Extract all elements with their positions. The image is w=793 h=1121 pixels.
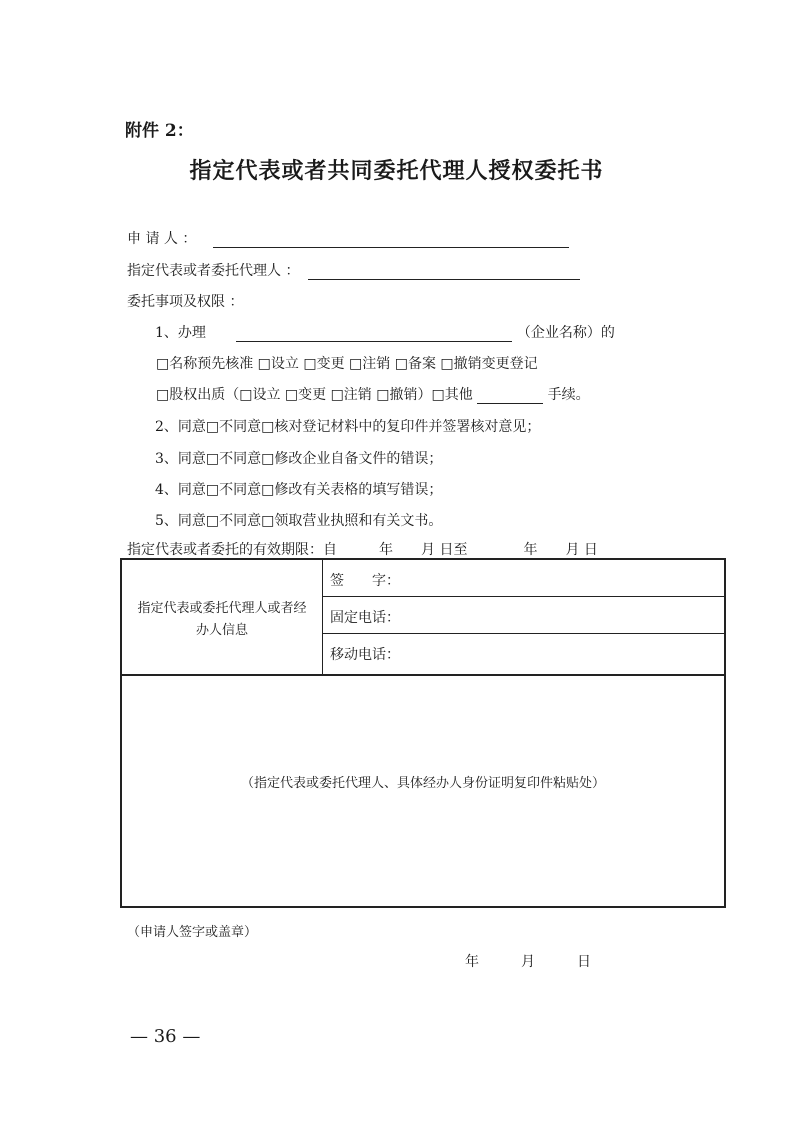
representative-label: 指定代表或者委托代理人 ： xyxy=(127,263,300,279)
other-input-line[interactable] xyxy=(477,389,543,404)
item1-options-row2-suffix: 手续。 xyxy=(547,387,590,403)
table-row-divider xyxy=(322,633,724,634)
item5[interactable]: 5、同意□不同意□领取营业执照和有关文书。 xyxy=(155,513,443,529)
sign-date: 年 月 日 xyxy=(465,954,591,970)
representative-info-label xyxy=(122,598,322,642)
item1-options-row2-checkboxes[interactable]: □股权出质（□设立 □变更 □注销 □撤销）□其他 xyxy=(156,387,473,403)
representative-row xyxy=(127,260,580,280)
representative-input-line[interactable] xyxy=(308,265,580,280)
table-section-divider xyxy=(122,674,724,676)
info-table xyxy=(120,558,726,908)
signature-field[interactable]: 签 字： xyxy=(330,573,400,589)
item3[interactable]: 3、同意□不同意□修改企业自备文件的错误； xyxy=(155,451,443,467)
applicant-input-line[interactable] xyxy=(213,233,569,248)
id-copy-paste-area: （指定代表或委托代理人、具体经办人身份证明复印件粘贴处） xyxy=(240,776,605,791)
applicant-row xyxy=(127,228,569,248)
item1-options-row1[interactable]: □名称预先核准 □设立 □变更 □注销 □备案 □撤销变更登记 xyxy=(156,356,538,372)
representative-info-label-line2: 办人信息 xyxy=(195,623,248,638)
item1-suffix: （企业名称）的 xyxy=(516,325,615,341)
item4[interactable]: 4、同意□不同意□修改有关表格的填写错误； xyxy=(155,482,443,498)
table-vertical-divider xyxy=(322,560,323,676)
item2[interactable]: 2、同意□不同意□核对登记材料中的复印件并签署核对意见； xyxy=(155,419,541,435)
company-name-input-line[interactable] xyxy=(236,327,512,342)
item1-options-row2 xyxy=(156,384,590,404)
page-number: — 36 — xyxy=(130,1026,201,1047)
item1-row xyxy=(155,322,615,342)
applicant-signature-note: （申请人签字或盖章） xyxy=(127,925,258,940)
scope-label: 委托事项及权限 ： xyxy=(127,294,244,310)
landline-field[interactable]: 固定电话： xyxy=(330,610,400,626)
attachment-label: 附件 2： xyxy=(125,121,194,141)
applicant-label: 申 请 人 ： xyxy=(127,231,197,247)
document-title: 指定代表或者共同委托代理人授权委托书 xyxy=(189,158,604,184)
validity-period: 指定代表或者委托的有效期限：自 年 月 日至 年 月 日 xyxy=(127,542,598,558)
representative-info-label-line1: 指定代表或委托代理人或者经 xyxy=(137,601,307,616)
table-row-divider xyxy=(322,596,724,597)
mobile-field[interactable]: 移动电话： xyxy=(330,647,400,663)
item1-prefix: 1、办理 xyxy=(155,325,206,341)
